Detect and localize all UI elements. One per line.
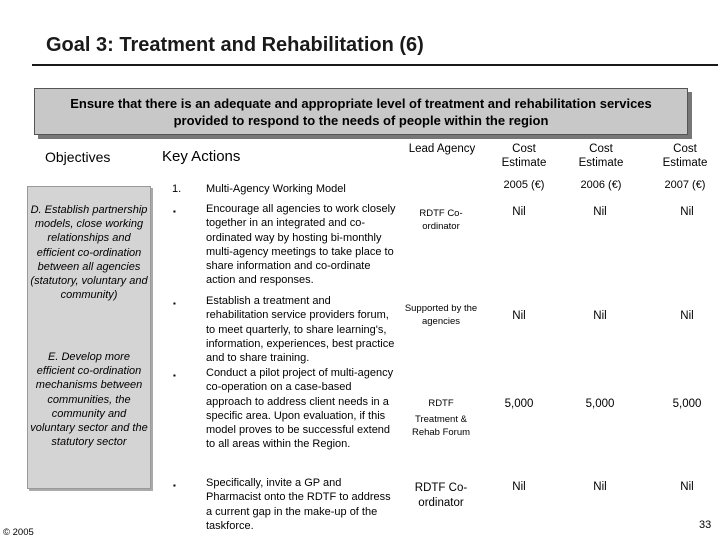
cost-estimate-header-2006: Cost Estimate [578,143,624,169]
cost-4-2006: Nil [593,481,607,493]
copyright: © 2005 [3,527,34,538]
lead-agency-3-rdtf: RDTF [428,398,454,409]
cost-4-2007: Nil [680,481,694,493]
lead-agency-1: RDTF Co-ordinator [419,208,463,232]
cost-1-2007: Nil [680,206,694,218]
bullet-icon: ▪ [173,481,176,490]
goal-banner: Ensure that there is an adequate and appropriate level of treatment and rehabilitation services provided to respond to the needs of people within the region [34,88,688,135]
key-actions-header: Key Actions [162,148,241,165]
cost-estimate-header-2007: Cost Estimate [662,143,708,169]
page-number: 33 [699,519,712,531]
cost-2-2005: Nil [512,310,526,322]
cost-3-2005: 5,000 [504,398,534,410]
lead-agency-3-forum: Treatment & Rehab Forum [411,414,471,438]
objective-e: E. Develop more efficient co-ordination mechanisms between communities, the community and voluntary sector and the statutory sector [30,351,148,449]
cost-1-2006: Nil [593,206,607,218]
lead-agency-2: Supported by the agencies [404,303,478,327]
objective-d: D. Establish partnership models, close working relationships and efficient co-ordination between all agencies (statutory, voluntary and community) [30,204,148,302]
action-1: Encourage all agencies to work closely together in an integrated and co-ordinated way by hosting bi-monthly multi-agency meetings to take place to share information and co-ordinate action and responses. [206,203,396,287]
bullet-icon: ▪ [173,299,176,308]
action-3: Conduct a pilot project of multi-agency co-operation on a case-based approach to address client needs in a specific area. Upon evaluation, if this model proves to be successful extend to all areas within the Region. [206,367,394,451]
action-2: Establish a treatment and rehabilitation service providers forum, to meet quarterly, to share learning's, information, experiences, best practice and to share training. [206,295,395,365]
bullet-icon: ▪ [173,371,176,380]
cost-2-2007: Nil [680,310,694,322]
cost-estimate-header-2005: Cost Estimate [501,143,547,169]
title-divider [32,64,718,66]
cost-2-2006: Nil [593,310,607,322]
year-2006: 2006 (€) [580,179,622,191]
year-2007: 2007 (€) [664,179,706,191]
lead-agency-header: Lead Agency [408,143,476,155]
model-heading: Multi-Agency Working Model [206,183,346,195]
lead-agency-4: RDTF Co-ordinator [414,482,468,509]
year-2005: 2005 (€) [503,179,545,191]
bullet-icon: ▪ [173,207,176,216]
cost-1-2005: Nil [512,206,526,218]
page-title: Goal 3: Treatment and Rehabilitation (6) [46,34,424,56]
cost-4-2005: Nil [512,481,526,493]
model-number: 1. [172,183,182,195]
action-4: Specifically, invite a GP and Pharmacist onto the RDTF to address a current gap in the make-up of the taskforce. [206,477,391,532]
cost-3-2006: 5,000 [585,398,615,410]
cost-3-2007: 5,000 [672,398,702,410]
objectives-header: Objectives [45,149,111,165]
